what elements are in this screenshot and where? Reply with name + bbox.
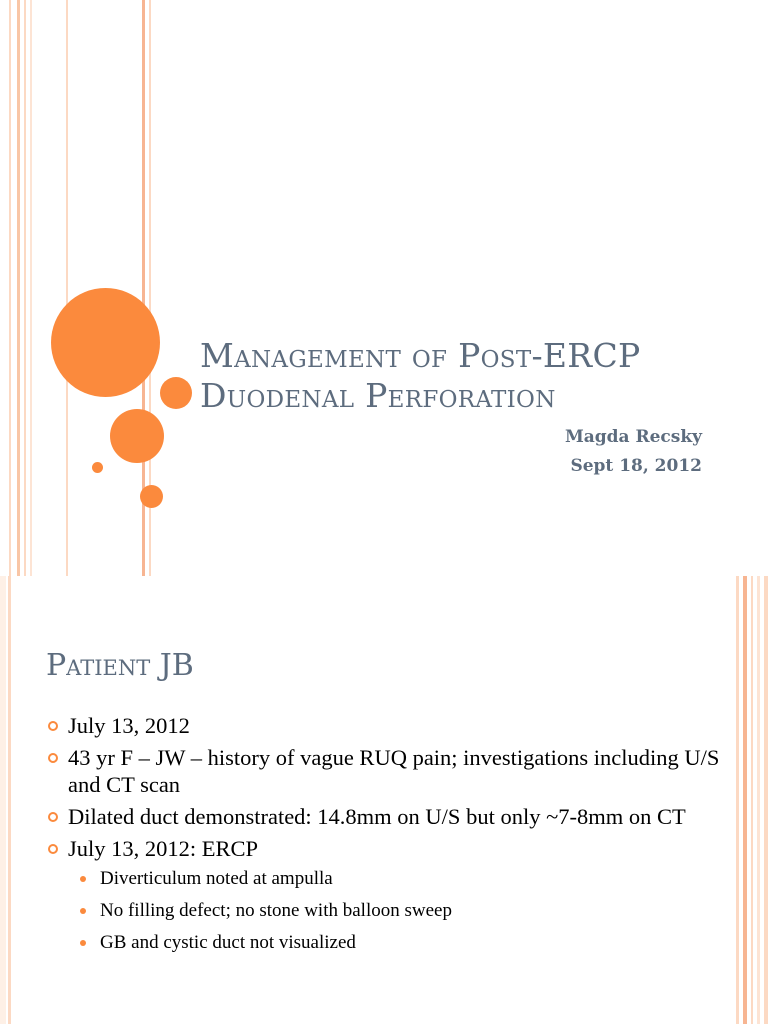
list-item [0,803,720,830]
list-item-text: July 13, 2012: ERCP [68,836,259,861]
list-item-text: GB and cystic duct not visualized [100,932,356,953]
title-line-2: Duodenal Perforation [200,376,556,415]
author-name: Magda Recsky [564,427,702,447]
decorative-stripe [764,576,768,1024]
decorative-circle [140,485,163,508]
bullet-ring-icon [48,844,58,854]
sub-list-item [0,899,720,922]
decorative-circle-large [51,288,160,397]
sub-list-item [0,931,720,954]
bullet-dot-icon [80,876,86,882]
list-item-text: Diverticulum noted at ampulla [100,868,333,889]
bullet-ring-icon [48,721,58,731]
decorative-stripe [757,576,760,1024]
slide-title: Patient JB [46,648,194,683]
bullet-ring-icon [48,812,58,822]
list-item [0,744,720,798]
list-item [0,835,720,862]
presentation-date: Sept 18, 2012 [570,456,702,476]
decorative-stripe [17,0,20,576]
bullet-dot-icon [80,940,86,946]
list-item-text: No filling defect; no stone with balloon sweep [100,900,452,921]
bullet-ring-icon [48,753,58,763]
decorative-stripe [24,0,26,576]
decorative-stripe [30,0,32,576]
decorative-circle-small [92,462,103,473]
content-slide [0,576,768,1024]
decorative-stripe [743,576,747,1024]
decorative-stripe [9,0,11,576]
decorative-stripe [751,576,753,1024]
title-line-1: Management of Post-ERCP [200,336,641,375]
bullet-list [0,712,720,963]
presentation-title [200,336,740,416]
bullet-dot-icon [80,908,86,914]
decorative-circle [160,377,192,409]
decorative-stripe [736,576,739,1024]
list-item-text: Dilated duct demonstrated: 14.8mm on U/S but only ~7-8mm on CT [68,804,686,829]
decorative-stripe [66,0,68,576]
list-item [0,712,720,739]
sub-list-item [0,867,720,890]
decorative-circle [110,409,164,463]
list-item-text: 43 yr F – JW – history of vague RUQ pain; investigations including U/S and CT scan [68,745,720,797]
list-item-text: July 13, 2012 [68,713,190,738]
